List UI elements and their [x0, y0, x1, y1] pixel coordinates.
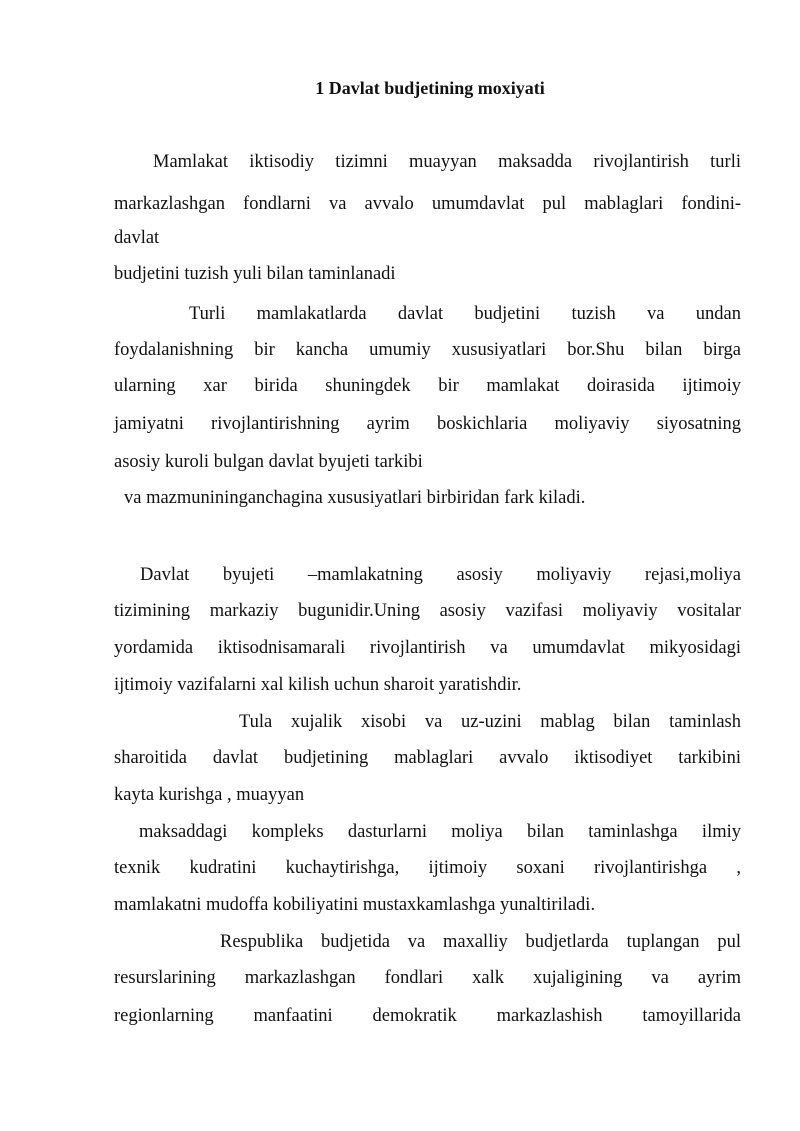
text-line: Davlat byujeti –mamlakatning asosiy moliyaviy rejasi,moliya [140, 565, 741, 585]
text-line: asosiy kuroli bulgan davlat byujeti tarkibi [114, 452, 423, 472]
text-line: mamlakatni mudoffa kobiliyatini mustaxkamlashga yunaltiriladi. [114, 895, 596, 915]
text-line: kayta kurishga , muayyan [114, 785, 305, 805]
text-line: tizimining markaziy bugunidir.Uning asosiy vazifasi moliyaviy vositalar [114, 601, 741, 621]
text-line: maksaddagi kompleks dasturlarni moliya bilan taminlashga ilmiy [139, 822, 741, 842]
text-line: regionlarning manfaatini demokratik markazlashish tamoyillarida [114, 1006, 741, 1026]
document-title: 1 Davlat budjetining moxiyati [315, 78, 545, 98]
text-line: davlat [114, 228, 160, 248]
text-line: sharoitida davlat budjetining mablaglari avvalo iktisodiyet tarkibini [114, 748, 741, 768]
text-line: resurslarining markazlashgan fondlari xalk xujaligining va ayrim [114, 968, 741, 988]
text-line: va mazmunininganchagina xususiyatlari birbiridan fark kiladi. [124, 488, 586, 508]
text-line: Turli mamlakatlarda davlat budjetini tuzish va undan [189, 304, 741, 324]
text-line: jamiyatni rivojlantirishning ayrim boskichlaria moliyaviy siyosatning [114, 414, 741, 434]
text-line: Mamlakat iktisodiy tizimni muayyan maksadda rivojlantirish turli [153, 152, 741, 172]
text-line: markazlashgan fondlarni va avvalo umumdavlat pul mablaglari fondini- [114, 194, 741, 214]
text-line: foydalanishning bir kancha umumiy xususiyatlari bor.Shu bilan birga [114, 340, 741, 360]
text-line: Respublika budjetida va maxalliy budjetlarda tuplangan pul [220, 932, 741, 952]
text-line: Tula xujalik xisobi va uz-uzini mablag bilan taminlash [239, 712, 741, 732]
text-line: ularning xar birida shuningdek bir mamlakat doirasida ijtimoiy [114, 376, 741, 396]
text-line: budjetini tuzish yuli bilan taminlanadi [114, 264, 396, 284]
text-line: ijtimoiy vazifalarni xal kilish uchun sharoit yaratishdir. [114, 675, 522, 695]
text-line: texnik kudratini kuchaytirishga, ijtimoiy soxani rivojlantirishga , [114, 858, 741, 878]
text-line: yordamida iktisodnisamarali rivojlantirish va umumdavlat mikyosidagi [114, 638, 741, 658]
